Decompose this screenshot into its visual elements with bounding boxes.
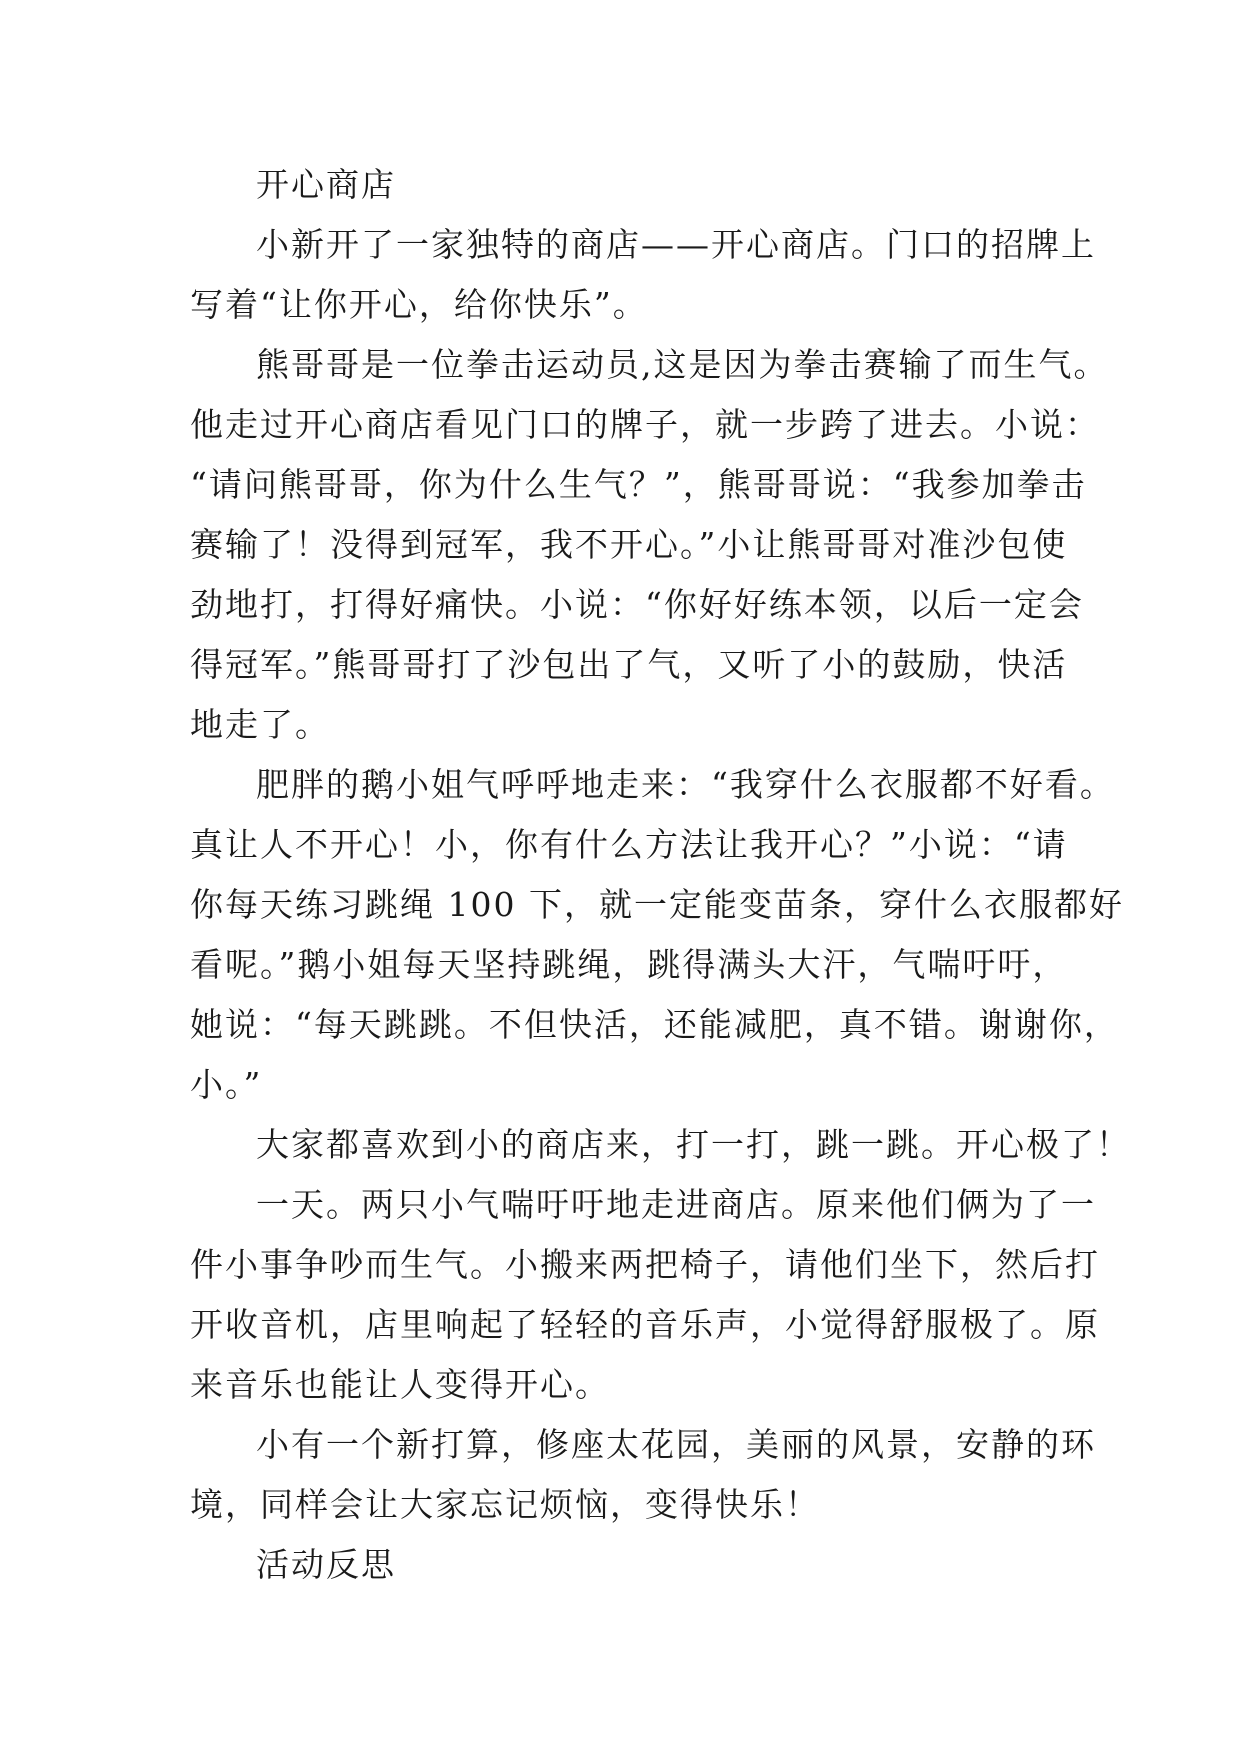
text-line: 肥胖的鹅小姐气呼呼地走来：“我穿什么衣服都不好看。 — [256, 765, 1115, 804]
text-line: 境，同样会让大家忘记烦恼，变得快乐！ — [190, 1485, 820, 1524]
text-line: 大家都喜欢到小的商店来，打一打，跳一跳。开心极了！ — [256, 1125, 1131, 1164]
text-line: 他走过开心商店看见门口的牌子，就一步跨了进去。小说： — [190, 405, 1100, 444]
text-line: 看呢。”鹅小姐每天坚持跳绳，跳得满头大汗，气喘吁吁， — [190, 945, 1068, 984]
section-heading: 活动反思 — [256, 1545, 396, 1584]
text-line: 劲地打，打得好痛快。小说：“你好好练本领，以后一定会 — [190, 585, 1084, 624]
text-line: 来音乐也能让人变得开心。 — [190, 1365, 610, 1404]
text-line: 一天。两只小气喘吁吁地走进商店。原来他们俩为了一 — [256, 1185, 1096, 1224]
document-body — [190, 155, 1131, 1595]
text-line: 她说：“每天跳跳。不但快活，还能减肥，真不错。谢谢你， — [190, 1005, 1119, 1044]
text-line: 赛输了！没得到冠军，我不开心。”小让熊哥哥对准沙包使 — [190, 525, 1068, 564]
text-line: 真让人不开心！小，你有什么方法让我开心？”小说：“请 — [190, 825, 1068, 864]
text-line: 得冠军。”熊哥哥打了沙包出了气，又听了小的鼓励，快活 — [190, 645, 1068, 684]
story-title: 开心商店 — [256, 165, 396, 204]
text-line: 小新开了一家独特的商店——开心商店。门口的招牌上 — [256, 225, 1096, 264]
text-line: 件小事争吵而生气。小搬来两把椅子，请他们坐下，然后打 — [190, 1245, 1100, 1284]
text-line: 写着“让你开心，给你快乐”。 — [190, 285, 648, 324]
text-line: “请问熊哥哥，你为什么生气？”，熊哥哥说：“我参加拳击 — [190, 465, 1087, 504]
text-line: 地走了。 — [190, 705, 330, 744]
text-line: 开收音机，店里响起了轻轻的音乐声，小觉得舒服极了。原 — [190, 1305, 1100, 1344]
text-line: 小。” — [190, 1065, 263, 1104]
text-line: 你每天练习跳绳 100 下，就一定能变苗条，穿什么衣服都好 — [190, 885, 1124, 924]
text-line: 小有一个新打算，修座太花园，美丽的风景，安静的环 — [256, 1425, 1096, 1464]
text-line: 熊哥哥是一位拳击运动员,这是因为拳击赛输了而生气。 — [256, 345, 1109, 384]
